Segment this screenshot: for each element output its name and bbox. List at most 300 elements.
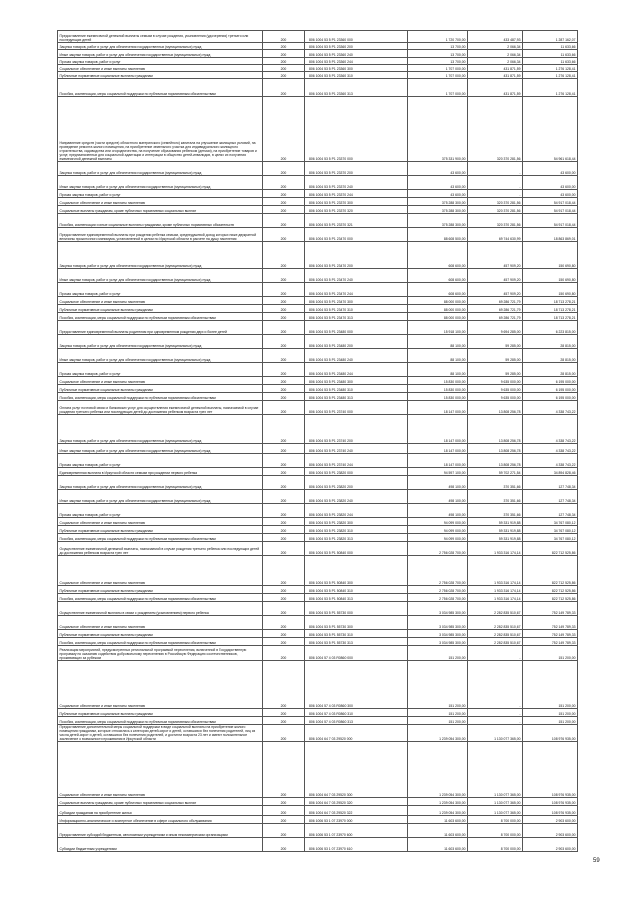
row-rest-cell: 151 200,00 — [523, 661, 578, 709]
row-code-cell: 200 — [263, 646, 305, 661]
table-row — [58, 616, 578, 630]
row-name-cell: Информационно-аналитическое и экспертное обеспечение в сфере социального обслуживания — [58, 816, 263, 824]
row-rest-cell: 4 338 743,22 — [523, 401, 578, 415]
row-plan-cell: 15 830 000,00 — [408, 377, 468, 385]
row-code-cell: 200 — [263, 58, 305, 65]
table-row — [58, 79, 578, 97]
row-code-cell: 200 — [263, 198, 305, 206]
row-name-cell: Пособия, компенсации, меры социальной поддержки по публичным нормативным обязательствам — [58, 313, 263, 321]
row-code-cell: 200 — [263, 363, 305, 377]
row-code-cell: 200 — [263, 454, 305, 468]
row-name-cell: Предоставление единовременной выплаты при рождении ребенка семьям, среднедушевой доход которых ниже двукратной величины прожиточного минимума, установленной в целом по Иркутской области в расчете на душу населения — [58, 228, 263, 242]
row-rest-cell: 34 767 080,12 — [523, 534, 578, 542]
row-name-cell: Публичные нормативные социальные выплаты гражданам — [58, 526, 263, 534]
row-name-cell: Пособия, компенсации, меры социальной поддержки по публичным нормативным обязательствам — [58, 638, 263, 646]
table-row — [58, 393, 578, 401]
row-rest-cell: 108 976 935,00 — [523, 806, 578, 816]
row-name-cell: Закупка товаров, работ и услуг для обеспечения государственных (муниципальных) нужд — [58, 43, 263, 50]
table-row — [58, 444, 578, 454]
row-exec-cell: 8 700 000,00 — [468, 824, 523, 838]
table-row — [58, 594, 578, 602]
table-row — [58, 504, 578, 518]
row-plan-cell: 13 700,00 — [408, 43, 468, 50]
row-plan-cell: 3 034 985 300,00 — [408, 602, 468, 616]
row-name-cell: Иные закупки товаров, работ и услуг для обеспечения государственных (муниципальных) нужд — [58, 269, 263, 283]
table-row — [58, 228, 578, 242]
row-plan-cell: 13 700,00 — [408, 50, 468, 58]
row-plan-cell: 1 707 000,00 — [408, 72, 468, 79]
row-exec-cell: - — [468, 661, 523, 709]
row-code-cell: 200 — [263, 242, 305, 269]
table-row — [58, 556, 578, 586]
row-kbk-cell: 806 1004 53 5 P1 23820 244 — [305, 504, 408, 518]
row-exec-cell: 59 285,00 — [468, 349, 523, 363]
row-rest-cell: 4 338 743,22 — [523, 454, 578, 468]
row-rest-cell: 28 815,00 — [523, 335, 578, 349]
row-plan-cell: 2 756 028 700,00 — [408, 594, 468, 602]
row-kbk-cell: 806 1004 53 5 P1 23480 244 — [305, 363, 408, 377]
row-exec-cell: 320 370 281,56 — [468, 214, 523, 228]
row-exec-cell: 8 700 000,00 — [468, 838, 523, 852]
row-exec-cell: 59 702 271,54 — [468, 468, 523, 476]
row-kbk-cell: 806 1004 57 4 03 R0860 310 — [305, 709, 408, 717]
row-code-cell: 200 — [263, 526, 305, 534]
row-rest-cell: 151 200,00 — [523, 646, 578, 661]
table-row — [58, 798, 578, 806]
table-row — [58, 630, 578, 638]
row-kbk-cell: 806 1004 53 5 P1 55730 000 — [305, 602, 408, 616]
row-code-cell: 200 — [263, 377, 305, 385]
row-rest-cell: 1 287 162,07 — [523, 31, 578, 43]
row-code-cell: 200 — [263, 534, 305, 542]
row-plan-cell: 151 200,00 — [408, 709, 468, 717]
row-name-cell: Прочая закупка товаров, работ и услуг — [58, 190, 263, 198]
row-code-cell: 200 — [263, 79, 305, 97]
row-code-cell: 200 — [263, 586, 305, 594]
row-exec-cell: 13 808 256,78 — [468, 444, 523, 454]
row-rest-cell: 108 976 935,00 — [523, 725, 578, 742]
row-kbk-cell: 806 1004 53 5 P1 23470 244 — [305, 283, 408, 297]
table-row — [58, 415, 578, 444]
row-exec-cell: 13 808 256,78 — [468, 454, 523, 468]
table-row — [58, 214, 578, 228]
row-plan-cell: 88 608 500,00 — [408, 228, 468, 242]
row-name-cell: Социальное обеспечение и иные выплаты населению — [58, 556, 263, 586]
row-code-cell: 200 — [263, 176, 305, 190]
table-row — [58, 176, 578, 190]
row-plan-cell: 375 288 300,00 — [408, 206, 468, 214]
row-exec-cell: 2 066,34 — [468, 50, 523, 58]
row-plan-cell: 94 099 000,00 — [408, 534, 468, 542]
row-code-cell: 200 — [263, 717, 305, 725]
row-name-cell: Пособия, компенсации, меры социальной поддержки по публичным нормативным обязательствам — [58, 79, 263, 97]
row-exec-cell: 59 331 919,88 — [468, 518, 523, 526]
row-kbk-cell: 806 1004 53 5 P1 23360 244 — [305, 58, 408, 65]
row-rest-cell: 4 338 743,22 — [523, 444, 578, 454]
row-plan-cell: 43 600,00 — [408, 190, 468, 198]
row-name-cell: Прочая закупка товаров, работ и услуг — [58, 283, 263, 297]
row-plan-cell: 43 600,00 — [408, 176, 468, 190]
row-plan-cell: 375 288 300,00 — [408, 198, 468, 206]
row-exec-cell: 431 871,59 — [468, 72, 523, 79]
row-rest-cell: 6 223 815,00 — [523, 321, 578, 335]
row-exec-cell: 59 331 919,88 — [468, 534, 523, 542]
row-plan-cell: 11 603 600,00 — [408, 838, 468, 852]
table-row — [58, 476, 578, 490]
row-plan-cell: 1 239 054 300,00 — [408, 806, 468, 816]
row-name-cell: Осуществление ежемесячной выплаты в связи с рождением (усыновлением) первого ребенка — [58, 602, 263, 616]
row-exec-cell: 431 871,59 — [468, 79, 523, 97]
row-code-cell: 200 — [263, 65, 305, 72]
row-exec-cell: 457 909,20 — [468, 283, 523, 297]
row-exec-cell: 1 933 316 174,14 — [468, 594, 523, 602]
row-plan-cell: 88 000 000,00 — [408, 297, 468, 305]
row-code-cell: 200 — [263, 228, 305, 242]
row-plan-cell: 11 603 600,00 — [408, 824, 468, 838]
row-kbk-cell: 806 1004 53 5 P1 23470 300 — [305, 297, 408, 305]
row-exec-cell: 431 871,59 — [468, 65, 523, 72]
row-kbk-cell: 806 1004 53 5 P1 23470 313 — [305, 313, 408, 321]
row-plan-cell: 498 100,00 — [408, 490, 468, 504]
row-code-cell: 200 — [263, 490, 305, 504]
table-row — [58, 518, 578, 526]
row-code-cell: 200 — [263, 798, 305, 806]
row-exec-cell: - — [468, 176, 523, 190]
row-name-cell: Предоставление субсидий бюджетным, автономным учреждениям и иным некоммерческим организациям — [58, 824, 263, 838]
row-exec-cell: 2 282 835 510,67 — [468, 638, 523, 646]
table-row — [58, 43, 578, 50]
row-exec-cell: 13 808 256,78 — [468, 415, 523, 444]
row-name-cell: Иные закупки товаров, работ и услуг для обеспечения государственных (муниципальных) нужд — [58, 176, 263, 190]
row-name-cell: Социальное обеспечение и иные выплаты населению — [58, 661, 263, 709]
row-code-cell: 200 — [263, 415, 305, 444]
table-row — [58, 349, 578, 363]
row-plan-cell: 608 600,00 — [408, 269, 468, 283]
row-plan-cell: 15 830 000,00 — [408, 393, 468, 401]
table-row — [58, 468, 578, 476]
row-name-cell: Социальное обеспечение и иные выплаты населению — [58, 742, 263, 798]
table-row — [58, 717, 578, 725]
table-row — [58, 638, 578, 646]
row-code-cell: 200 — [263, 269, 305, 283]
row-name-cell: Предоставление единовременной выплаты родителям при одновременном рождении двух и более детей — [58, 321, 263, 335]
row-code-cell: 200 — [263, 297, 305, 305]
row-exec-cell: 69 744 630,99 — [468, 228, 523, 242]
row-plan-cell: 88 000 000,00 — [408, 305, 468, 313]
table-row — [58, 162, 578, 176]
row-kbk-cell: 806 1004 53 5 P1 50840 300 — [305, 556, 408, 586]
row-code-cell: 200 — [263, 162, 305, 176]
row-code-cell: 200 — [263, 313, 305, 321]
row-rest-cell: 54 917 018,44 — [523, 206, 578, 214]
table-row — [58, 242, 578, 269]
table-row — [58, 542, 578, 556]
row-name-cell: Закупка товаров, работ и услуг для обеспечения государственных (муниципальных) нужд — [58, 335, 263, 349]
row-kbk-cell: 806 1004 53 5 P1 23360 240 — [305, 50, 408, 58]
row-plan-cell: 11 603 600,00 — [408, 816, 468, 824]
row-kbk-cell: 806 1004 53 5 P1 23740 240 — [305, 444, 408, 454]
row-code-cell: 200 — [263, 393, 305, 401]
row-exec-cell: 320 370 281,56 — [468, 206, 523, 214]
row-plan-cell: 88 000 000,00 — [408, 313, 468, 321]
table-row — [58, 816, 578, 824]
row-plan-cell: 3 034 985 300,00 — [408, 616, 468, 630]
table-row — [58, 206, 578, 214]
row-exec-cell: 69 286 721,79 — [468, 313, 523, 321]
row-exec-cell: - — [468, 709, 523, 717]
row-kbk-cell: 806 1004 53 5 P1 23360 200 — [305, 43, 408, 50]
row-rest-cell: 34 767 080,12 — [523, 518, 578, 526]
row-exec-cell: 2 282 835 510,67 — [468, 616, 523, 630]
row-name-cell: Осуществление ежемесячной денежной выплаты, назначаемой в случае рождения третьего ребенка или последующих детей до достижения ребенком возраста трех лет — [58, 542, 263, 556]
row-exec-cell: 1 933 316 174,14 — [468, 556, 523, 586]
table-row — [58, 269, 578, 283]
table-row — [58, 297, 578, 305]
row-exec-cell: 320 370 281,56 — [468, 97, 523, 162]
row-name-cell: Пособия, компенсации, меры социальной поддержки по публичным нормативным обязательствам — [58, 393, 263, 401]
row-plan-cell: 43 600,00 — [408, 162, 468, 176]
row-code-cell: 200 — [263, 556, 305, 586]
row-code-cell: 200 — [263, 468, 305, 476]
row-kbk-cell: 806 1004 53 5 P1 23480 000 — [305, 321, 408, 335]
row-name-cell: Социальные выплаты гражданам, кроме публичных нормативных социальных выплат — [58, 206, 263, 214]
row-plan-cell: 88 100,00 — [408, 335, 468, 349]
row-rest-cell: 34 767 080,12 — [523, 526, 578, 534]
row-kbk-cell: 806 1004 53 5 P1 23360 313 — [305, 79, 408, 97]
row-exec-cell: 1 130 077 365,00 — [468, 798, 523, 806]
row-code-cell: 200 — [263, 504, 305, 518]
row-code-cell: 200 — [263, 43, 305, 50]
row-rest-cell: 6 195 000,00 — [523, 377, 578, 385]
row-code-cell: 200 — [263, 709, 305, 717]
row-exec-cell: 1 130 077 365,00 — [468, 725, 523, 742]
table-row — [58, 742, 578, 798]
row-rest-cell: 151 200,00 — [523, 709, 578, 717]
row-name-cell: Социальное обеспечение и иные выплаты населению — [58, 616, 263, 630]
table-row — [58, 72, 578, 79]
row-exec-cell: 9 694 285,00 — [468, 321, 523, 335]
table-row — [58, 534, 578, 542]
row-kbk-cell: 806 1006 53 1 07 23970 000 — [305, 816, 408, 824]
row-rest-cell: 2 903 600,00 — [523, 816, 578, 824]
row-exec-cell: 2 282 835 510,67 — [468, 602, 523, 616]
row-kbk-cell: 806 1004 53 5 P1 23820 313 — [305, 534, 408, 542]
row-plan-cell: 88 100,00 — [408, 349, 468, 363]
row-exec-cell: 69 286 721,79 — [468, 305, 523, 313]
row-kbk-cell: 806 1004 64 7 03 29520 000 — [305, 725, 408, 742]
row-plan-cell: 2 756 028 700,00 — [408, 586, 468, 594]
row-kbk-cell: 806 1004 53 5 P1 23370 321 — [305, 214, 408, 228]
row-rest-cell: 1 276 128,41 — [523, 65, 578, 72]
row-code-cell: 200 — [263, 638, 305, 646]
row-plan-cell: 608 600,00 — [408, 283, 468, 297]
row-code-cell: 200 — [263, 72, 305, 79]
row-code-cell: 200 — [263, 476, 305, 490]
row-name-cell: Прочая закупка товаров, работ и услуг — [58, 454, 263, 468]
row-kbk-cell: 806 1004 53 5 P1 50840 313 — [305, 594, 408, 602]
row-name-cell: Социальное обеспечение и иные выплаты населению — [58, 198, 263, 206]
row-rest-cell: 18 713 278,21 — [523, 297, 578, 305]
row-name-cell: Закупка товаров, работ и услуг для обеспечения государственных (муниципальных) нужд — [58, 415, 263, 444]
row-kbk-cell: 806 1004 57 4 03 R0860 313 — [305, 717, 408, 725]
table-row — [58, 602, 578, 616]
row-name-cell: Пособия, компенсации и иные социальные выплаты гражданам, кроме публичных нормативных обязательств — [58, 214, 263, 228]
row-exec-cell: 1 130 077 365,00 — [468, 742, 523, 798]
row-name-cell: Публичные нормативные социальные выплаты гражданам — [58, 630, 263, 638]
row-rest-cell: 28 815,00 — [523, 349, 578, 363]
row-plan-cell: 18 147 000,00 — [408, 401, 468, 415]
row-plan-cell: 1 720 700,00 — [408, 31, 468, 43]
row-code-cell: 200 — [263, 206, 305, 214]
table-row — [58, 363, 578, 377]
row-exec-cell: 457 909,20 — [468, 242, 523, 269]
row-exec-cell: 69 286 721,79 — [468, 297, 523, 305]
table-row — [58, 401, 578, 415]
row-rest-cell: 1 276 128,41 — [523, 72, 578, 79]
table-row — [58, 725, 578, 742]
row-kbk-cell: 806 1004 53 5 P1 23360 300 — [305, 65, 408, 72]
row-code-cell: 200 — [263, 335, 305, 349]
row-rest-cell: 822 712 525,86 — [523, 542, 578, 556]
row-code-cell: 200 — [263, 283, 305, 297]
row-kbk-cell: 806 1004 53 5 P1 55730 313 — [305, 638, 408, 646]
table-row — [58, 305, 578, 313]
row-plan-cell: 1 707 000,00 — [408, 79, 468, 97]
row-plan-cell: 18 147 000,00 — [408, 444, 468, 454]
table-row — [58, 806, 578, 816]
row-exec-cell: 59 285,00 — [468, 335, 523, 349]
row-rest-cell: 150 690,80 — [523, 242, 578, 269]
row-code-cell: 200 — [263, 616, 305, 630]
row-code-cell: 200 — [263, 305, 305, 313]
table-row — [58, 190, 578, 198]
row-plan-cell: 3 034 985 300,00 — [408, 630, 468, 638]
row-name-cell: Прочая закупка товаров, работ и услуг — [58, 504, 263, 518]
row-exec-cell: 59 285,00 — [468, 363, 523, 377]
table-row — [58, 377, 578, 385]
row-rest-cell: 822 712 525,86 — [523, 586, 578, 594]
row-code-cell: 200 — [263, 31, 305, 43]
row-exec-cell: 8 700 000,00 — [468, 816, 523, 824]
row-rest-cell: 11 633,66 — [523, 50, 578, 58]
row-name-cell: Субсидии бюджетным учреждениям — [58, 838, 263, 852]
row-plan-cell: 1 239 054 300,00 — [408, 742, 468, 798]
row-plan-cell: 1 239 054 300,00 — [408, 798, 468, 806]
row-plan-cell: 94 099 000,00 — [408, 526, 468, 534]
row-rest-cell: 108 976 935,00 — [523, 742, 578, 798]
row-kbk-cell: 806 1004 53 5 P1 23820 200 — [305, 476, 408, 490]
row-code-cell: 200 — [263, 401, 305, 415]
table-row — [58, 385, 578, 393]
row-exec-cell: 9 635 000,00 — [468, 385, 523, 393]
row-kbk-cell: 806 1004 53 5 P1 23370 000 — [305, 97, 408, 162]
row-rest-cell: 752 149 789,33 — [523, 616, 578, 630]
row-rest-cell: 54 917 018,44 — [523, 214, 578, 228]
row-rest-cell: 43 600,00 — [523, 162, 578, 176]
row-exec-cell: - — [468, 190, 523, 198]
row-plan-cell: 2 756 028 700,00 — [408, 556, 468, 586]
row-plan-cell: 151 200,00 — [408, 717, 468, 725]
row-name-cell: Пособия, компенсации, меры социальной поддержки по публичным нормативным обязательствам — [58, 594, 263, 602]
row-rest-cell: 127 748,34 — [523, 476, 578, 490]
row-name-cell: Публичные нормативные социальные выплаты гражданам — [58, 709, 263, 717]
row-name-cell: Социальное обеспечение и иные выплаты населению — [58, 65, 263, 72]
row-plan-cell: 88 100,00 — [408, 363, 468, 377]
row-code-cell: 200 — [263, 725, 305, 742]
row-exec-cell: 2 282 835 510,67 — [468, 630, 523, 638]
row-name-cell: Предоставление дополнительной меры социальной поддержки в виде социальной выплаты на приобретение жилого помещения гражданам, которые относились к категории детей-сирот и детей, оставшихся без попечения родителей, лиц из числа детей-сирот и детей, оставшихся без попечения родителей, и достигли возраста 23 лет и имеют положительное заключение о возможности проживания в Иркутской области — [58, 725, 263, 742]
row-code-cell: 200 — [263, 444, 305, 454]
row-name-cell: Оплата услуг почтовой связи и банковских услуг для осуществления ежемесячной денежной выплаты, назначаемой в случае рождения третьего ребенка или последующих детей до достижения ребенком возраста трех лет — [58, 401, 263, 415]
budget-table-sheet — [57, 30, 577, 852]
row-kbk-cell: 806 1006 53 1 07 23970 610 — [305, 838, 408, 852]
row-rest-cell: 150 690,80 — [523, 269, 578, 283]
row-exec-cell: 2 066,34 — [468, 43, 523, 50]
row-kbk-cell: 806 1004 53 5 P1 50840 310 — [305, 586, 408, 594]
table-row — [58, 454, 578, 468]
row-code-cell: 200 — [263, 190, 305, 198]
row-name-cell: Публичные нормативные социальные выплаты гражданам — [58, 72, 263, 79]
row-exec-cell: 1 933 316 174,14 — [468, 542, 523, 556]
row-name-cell: Социальное обеспечение и иные выплаты населению — [58, 377, 263, 385]
row-plan-cell: 3 034 985 300,00 — [408, 638, 468, 646]
row-kbk-cell: 806 1004 53 5 P1 23360 000 — [305, 31, 408, 43]
row-plan-cell: 94 099 000,00 — [408, 518, 468, 526]
row-code-cell: 200 — [263, 50, 305, 58]
row-rest-cell: 43 600,00 — [523, 190, 578, 198]
row-kbk-cell: 806 1004 53 5 P1 50840 000 — [305, 542, 408, 556]
row-kbk-cell: 806 1004 53 5 P1 23480 200 — [305, 335, 408, 349]
row-code-cell: 200 — [263, 630, 305, 638]
table-row — [58, 50, 578, 58]
row-rest-cell: 4 338 743,22 — [523, 415, 578, 444]
row-plan-cell: 151 200,00 — [408, 661, 468, 709]
row-kbk-cell: 806 1004 53 5 P1 23370 300 — [305, 198, 408, 206]
row-code-cell: 200 — [263, 542, 305, 556]
row-kbk-cell: 806 1004 53 5 P1 55730 310 — [305, 630, 408, 638]
row-kbk-cell: 806 1004 53 5 P1 23820 310 — [305, 526, 408, 534]
table-row — [58, 526, 578, 534]
table-row — [58, 97, 578, 162]
table-row — [58, 824, 578, 838]
row-rest-cell: 28 815,00 — [523, 363, 578, 377]
row-exec-cell: - — [468, 162, 523, 176]
row-rest-cell: 6 195 000,00 — [523, 393, 578, 401]
row-rest-cell: 150 690,80 — [523, 283, 578, 297]
row-plan-cell: 94 597 100,00 — [408, 468, 468, 476]
row-rest-cell: 822 712 525,86 — [523, 594, 578, 602]
row-exec-cell: 1 130 077 365,00 — [468, 806, 523, 816]
row-plan-cell: 18 147 000,00 — [408, 454, 468, 468]
row-exec-cell: 370 351,66 — [468, 504, 523, 518]
row-kbk-cell: 806 1004 53 5 P1 23480 310 — [305, 385, 408, 393]
row-exec-cell: 59 331 919,88 — [468, 526, 523, 534]
row-kbk-cell: 806 1004 53 5 P1 23360 310 — [305, 72, 408, 79]
table-row — [58, 838, 578, 852]
row-rest-cell: 127 748,34 — [523, 490, 578, 504]
row-name-cell: Закупка товаров, работ и услуг для обеспечения государственных (муниципальных) нужд — [58, 162, 263, 176]
row-name-cell: Прочая закупка товаров, работ и услуг — [58, 58, 263, 65]
row-rest-cell: 2 903 600,00 — [523, 824, 578, 838]
table-row — [58, 65, 578, 72]
row-code-cell: 200 — [263, 594, 305, 602]
row-kbk-cell: 806 1004 53 5 P1 23370 320 — [305, 206, 408, 214]
row-code-cell: 200 — [263, 824, 305, 838]
row-name-cell: Иные закупки товаров, работ и услуг для обеспечения государственных (муниципальных) нужд — [58, 50, 263, 58]
row-exec-cell: 370 351,66 — [468, 490, 523, 504]
row-name-cell: Иные закупки товаров, работ и услуг для обеспечения государственных (муниципальных) нужд — [58, 444, 263, 454]
row-name-cell: Социальные выплаты гражданам, кроме публичных нормативных социальных выплат — [58, 798, 263, 806]
